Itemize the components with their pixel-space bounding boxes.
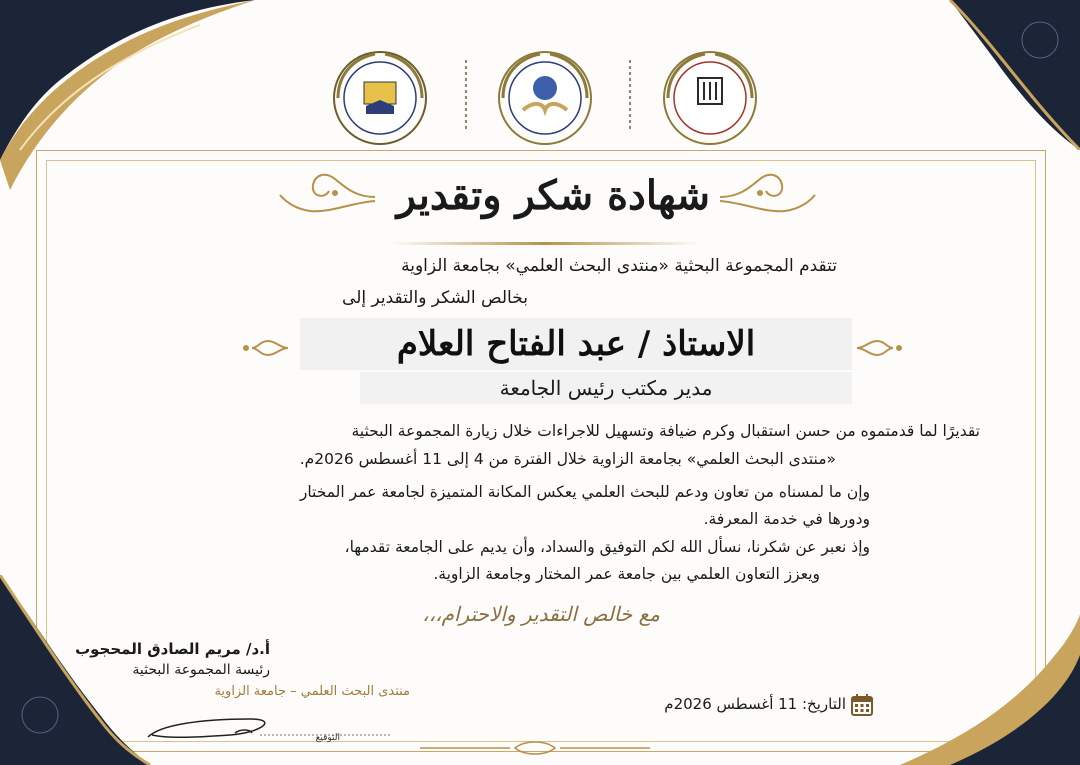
research-forum-logo-left bbox=[330, 48, 430, 148]
bottom-right-corner-ornament bbox=[840, 595, 1080, 765]
issue-date: التاريخ: 11 أغسطس 2026م bbox=[664, 695, 846, 713]
signatory-role: رئيسة المجموعة البحثية bbox=[132, 662, 270, 678]
body-line-5: وإذ نعبر عن شكرنا، نسأل الله لكم التوفيق والسداد، وأن يديم على الجامعة تقدمها، bbox=[344, 538, 870, 556]
top-left-corner-ornament bbox=[0, 0, 300, 200]
name-flourish-left bbox=[240, 335, 290, 361]
body-line-3: وإن ما لمسناه من تعاون ودعم للبحث العلمي يعكس المكانة المتميزة لجامعة عمر المختار bbox=[299, 483, 870, 501]
name-flourish-right bbox=[855, 335, 905, 361]
research-forum-logo-center bbox=[495, 48, 595, 148]
body-line-2: «منتدى البحث العلمي» بجامعة الزاوية خلال الفترة من 4 إلى 11 أغسطس 2026م. bbox=[299, 450, 836, 468]
body-line-1: تقديرًا لما قدمتموه من حسن استقبال وكرم ضيافة وتسهيل للاجراءات خلال زيارة المجموعة البحثية bbox=[351, 422, 980, 440]
handwritten-signature bbox=[140, 705, 400, 745]
signature-label: التوقيع bbox=[315, 733, 340, 743]
certificate-title: شهادة شكر وتقدير bbox=[396, 172, 710, 219]
closing-phrase: مع خالص التقدير والاحترام،،، bbox=[422, 602, 660, 626]
body-line-4: ودورها في خدمة المعرفة. bbox=[703, 510, 870, 528]
body-line-6: ويعزز التعاون العلمي بين جامعة عمر المختار وجامعة الزاوية. bbox=[433, 565, 820, 583]
title-flourish-left bbox=[275, 165, 380, 225]
signatory-name: أ.د/ مريم الصادق المحجوب bbox=[75, 640, 270, 658]
logo-row bbox=[330, 48, 760, 148]
bottom-ornament bbox=[420, 738, 650, 758]
logo-separator bbox=[463, 60, 469, 130]
logo-separator bbox=[627, 60, 633, 130]
recipient-role: مدير مكتب رئيس الجامعة bbox=[499, 376, 713, 400]
title-flourish-right bbox=[715, 165, 820, 225]
intro-line-1: تتقدم المجموعة البحثية «منتدى البحث العلمي» بجامعة الزاوية bbox=[401, 256, 837, 276]
university-logo-right bbox=[660, 48, 760, 148]
intro-line-2: بخالص الشكر والتقدير إلى bbox=[342, 288, 528, 308]
signatory-organization: منتدى البحث العلمي – جامعة الزاوية bbox=[214, 684, 410, 699]
title-underline bbox=[390, 242, 700, 245]
top-right-corner-ornament bbox=[940, 0, 1080, 150]
recipient-name: الاستاذ / عبد الفتاح العلام bbox=[396, 324, 756, 364]
calendar-icon bbox=[850, 693, 874, 717]
